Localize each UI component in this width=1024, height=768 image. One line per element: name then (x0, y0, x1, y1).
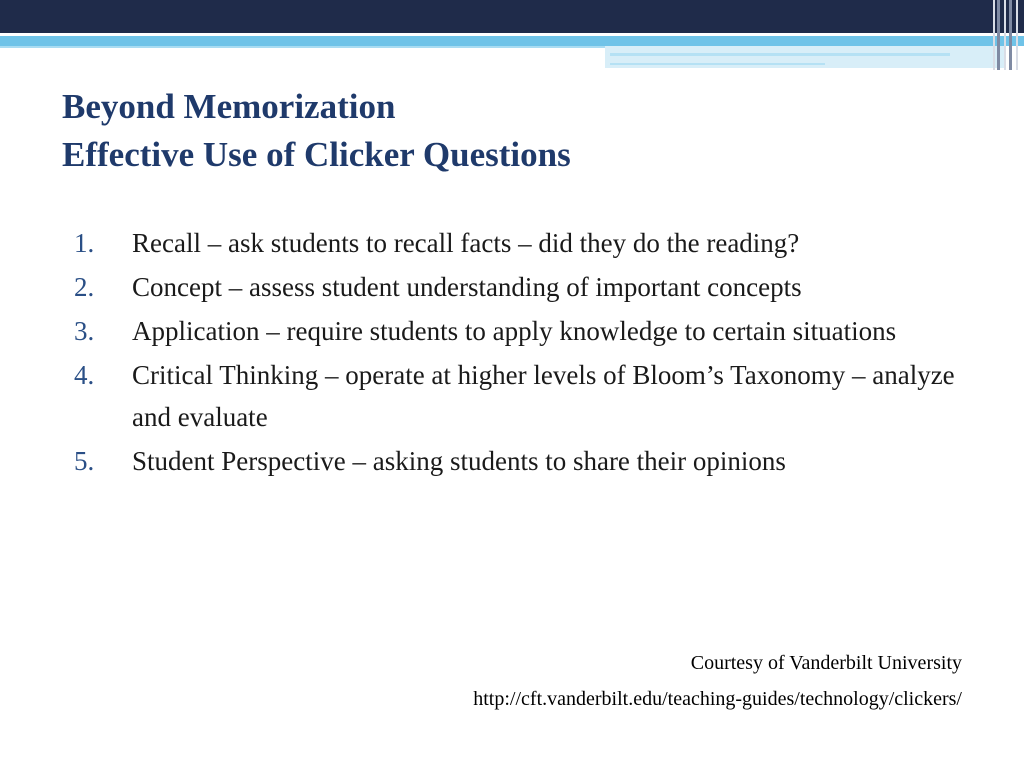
item-text: Application – require students to apply knowledge to certain situations (132, 316, 897, 346)
list-item (74, 266, 974, 308)
item-number: 4. (74, 360, 95, 390)
header-bar (0, 0, 1024, 33)
decor-bar (1016, 0, 1018, 70)
item-text: Recall – ask students to recall facts – did they do the reading? (132, 228, 800, 258)
slide-title-line1: Beyond Memorization (62, 87, 396, 126)
header-stripe (0, 36, 1024, 46)
item-number: 3. (74, 316, 95, 346)
slide-title (62, 83, 571, 179)
credit-block (473, 645, 962, 717)
item-number: 1. (74, 228, 95, 258)
credit-line: Courtesy of Vanderbilt University (690, 652, 962, 674)
item-text: Concept – assess student understanding of important concepts (132, 272, 802, 302)
list-item (74, 354, 974, 438)
item-number: 2. (74, 272, 95, 302)
header-stripe-line (610, 63, 825, 65)
decor-bar (997, 0, 1000, 70)
list-item (74, 310, 974, 352)
header-stripe-thin (0, 46, 605, 48)
item-number: 5. (74, 446, 95, 476)
item-text: Critical Thinking – operate at higher levels of Bloom’s Taxonomy – analyze and evaluate (132, 360, 955, 432)
credit-url[interactable]: http://cft.vanderbilt.edu/teaching-guides/technology/clickers/ (473, 688, 962, 710)
slide-title-line2: Effective Use of Clicker Questions (62, 135, 571, 174)
decor-bar (993, 0, 995, 70)
header-stripe-line (610, 53, 950, 56)
question-types-list (74, 222, 974, 484)
item-text: Student Perspective – asking students to share their opinions (132, 446, 786, 476)
list-item (74, 440, 974, 482)
list-item (74, 222, 974, 264)
header-decoration (990, 0, 1024, 70)
decor-bar (1004, 0, 1006, 70)
decor-bar (1009, 0, 1012, 70)
